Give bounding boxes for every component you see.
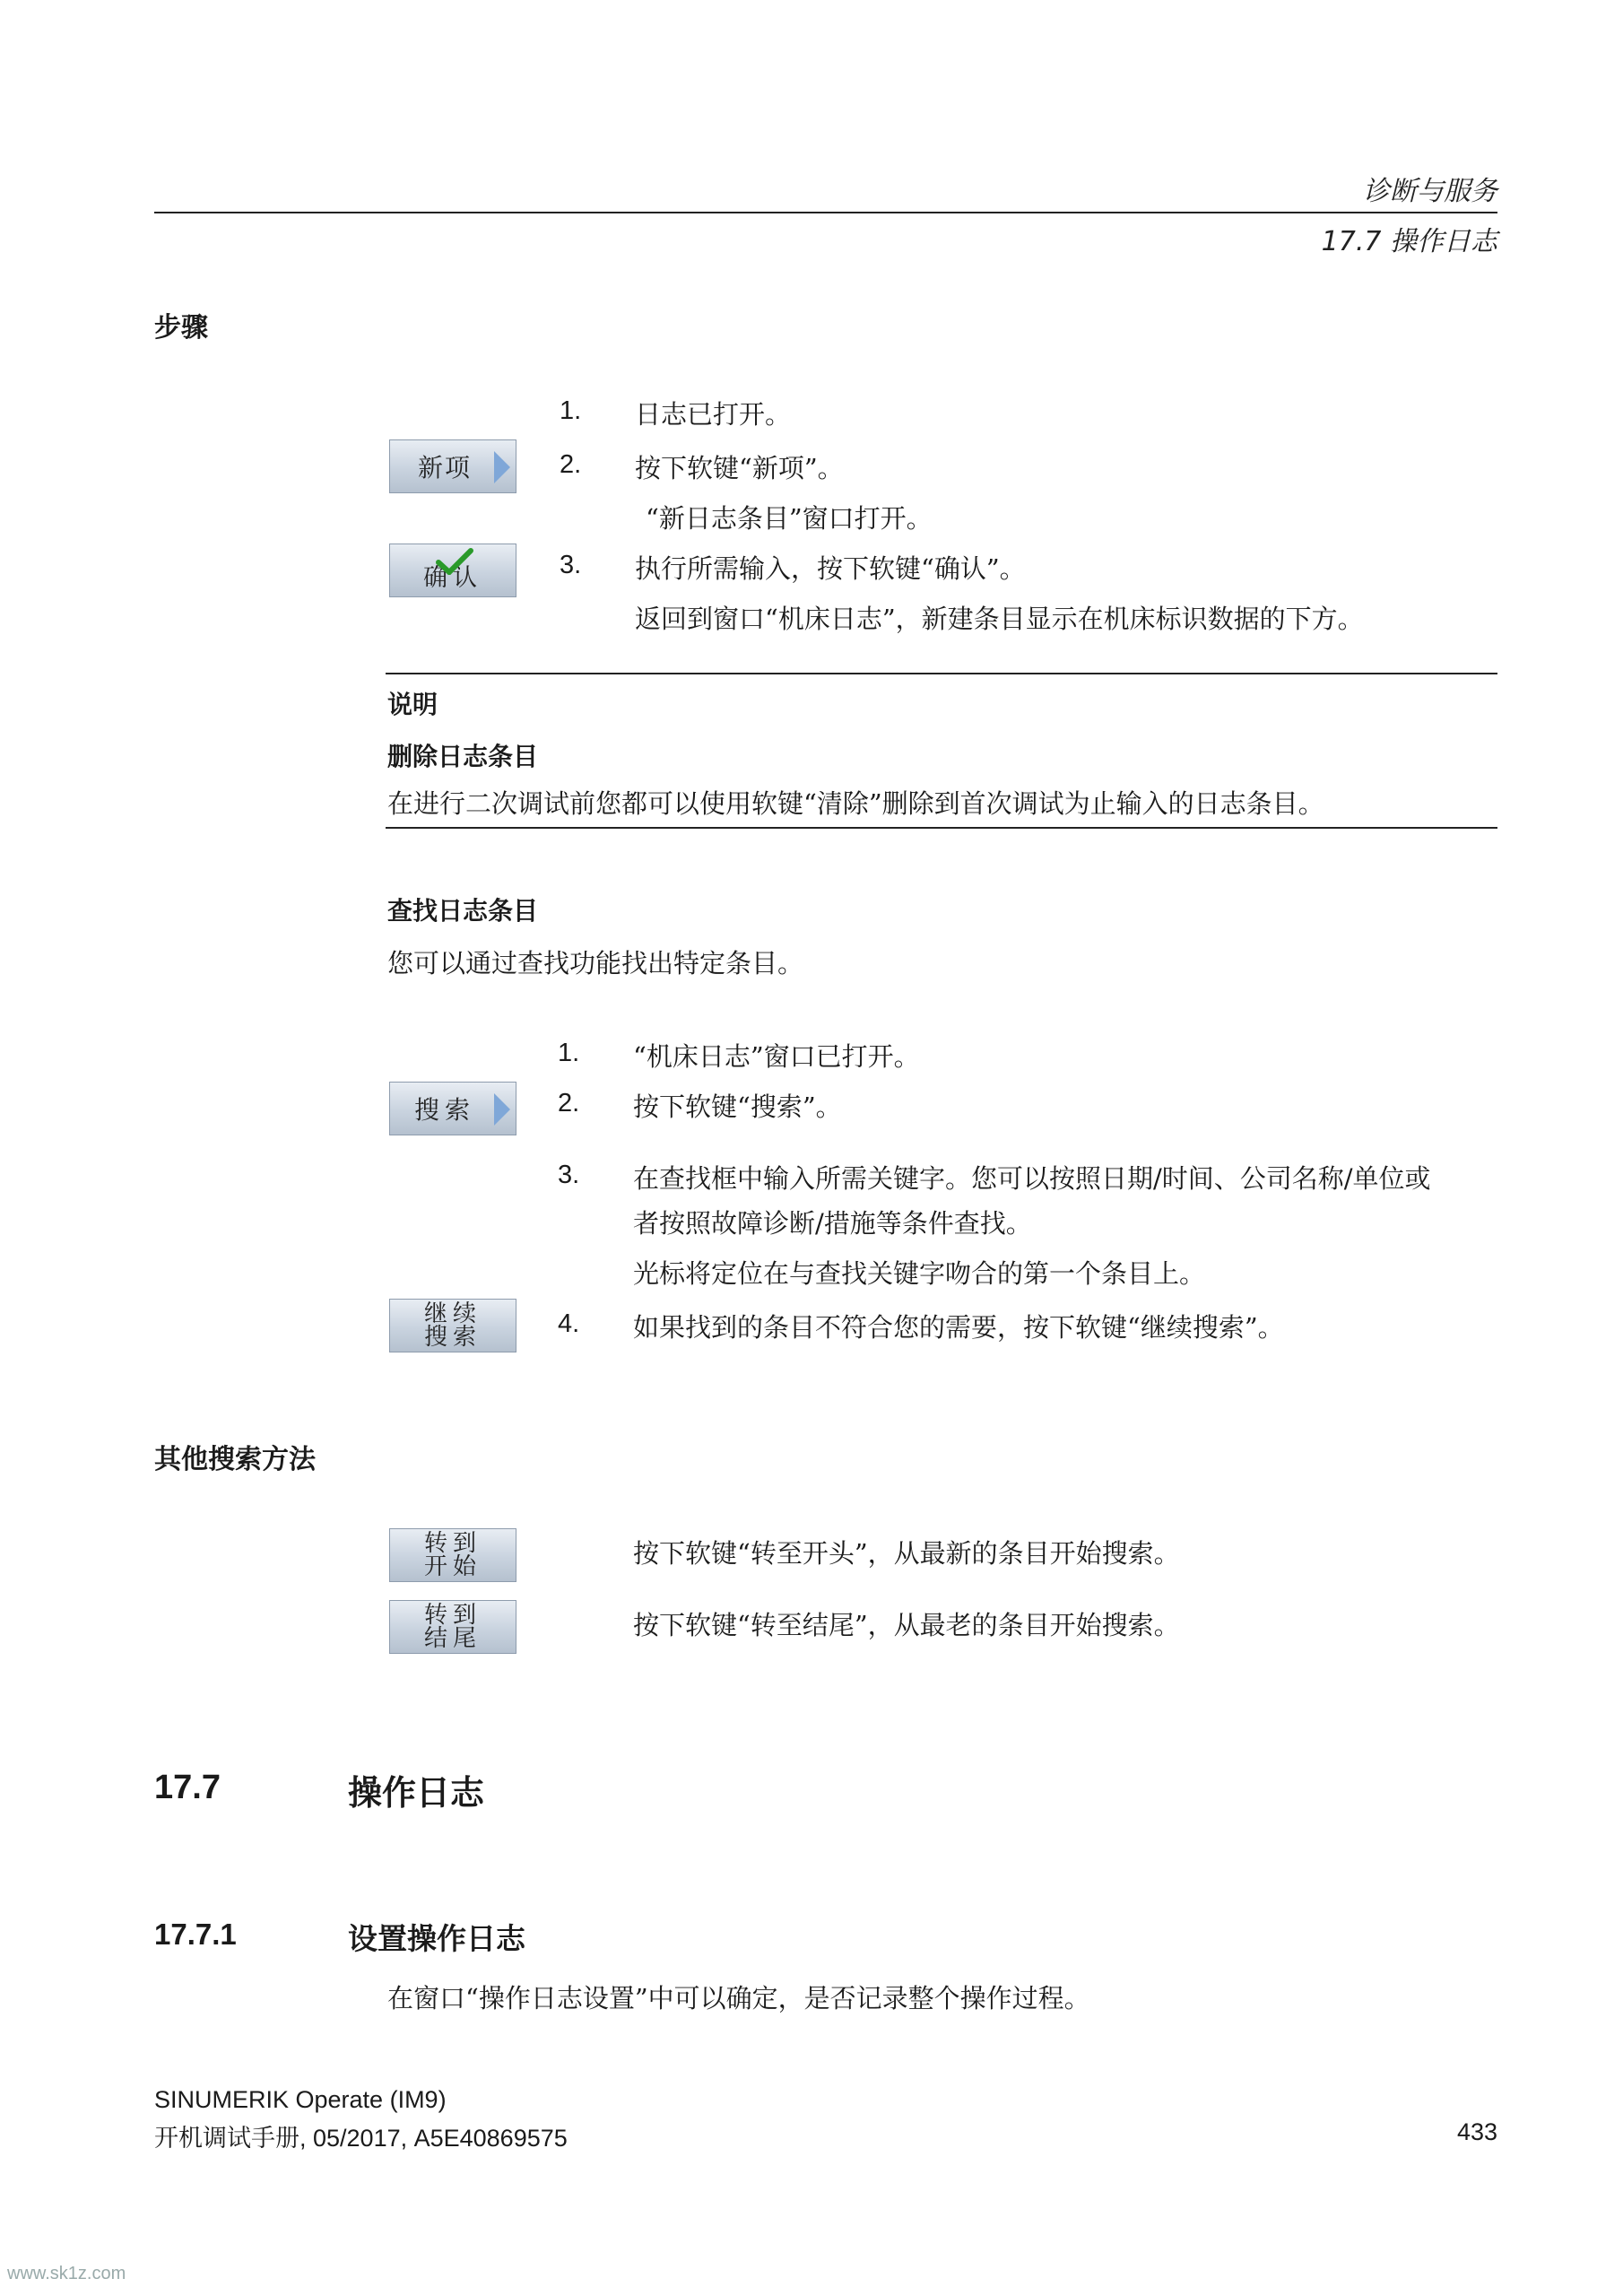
softkey-search[interactable] — [389, 1082, 516, 1135]
step-number: 2. — [560, 450, 582, 479]
header-section: 17.7 操作日志 — [1321, 226, 1497, 257]
section-title: 操作日志 — [348, 1773, 485, 1813]
subsection-text: 在窗口“操作日志设置”中可以确定，是否记录整个操作过程。 — [387, 1983, 1090, 2013]
step-text: 在查找框中输入所需关键字。您可以按照日期/时间、公司名称/单位或 — [633, 1163, 1431, 1194]
softkey-goto-start[interactable] — [389, 1528, 516, 1582]
note-text: 在进行二次调试前您都可以使用软键“清除”删除到首次调试为止输入的日志条目。 — [387, 788, 1324, 819]
footer-manual: 开机调试手册, 05/2017, A5E40869575 — [154, 2125, 568, 2152]
step-text: 按下软键“搜索”。 — [633, 1091, 842, 1122]
find-intro: 您可以通过查找功能找出特定条目。 — [387, 948, 804, 978]
softkey-confirm[interactable] — [389, 544, 516, 597]
step-result: 光标将定位在与查找关键字吻合的第一个条目上。 — [633, 1258, 1206, 1289]
goto-start-text: 按下软键“转至开头”，从最新的条目开始搜索。 — [633, 1538, 1180, 1569]
softkey-label-line1: 继续 — [423, 1300, 482, 1327]
step-result: 返回到窗口“机床日志”，新建条目显示在机床标识数据的下方。 — [635, 604, 1364, 634]
other-heading: 其他搜索方法 — [154, 1444, 316, 1475]
watermark: www.sk1z.com — [7, 2264, 126, 2283]
page-number: 433 — [1456, 2118, 1497, 2145]
softkey-label-line2: 开始 — [423, 1553, 482, 1580]
step-number: 1. — [560, 396, 582, 425]
goto-end-text: 按下软键“转至结尾”，从最老的条目开始搜索。 — [633, 1610, 1180, 1640]
note-bottom-rule — [386, 827, 1497, 829]
step-number: 4. — [558, 1309, 580, 1338]
softkey-new-item[interactable] — [389, 439, 516, 493]
softkey-label-line1: 转到 — [423, 1602, 482, 1629]
softkey-label-line1: 转到 — [423, 1530, 482, 1557]
step-result: “新日志条目”窗口打开。 — [646, 503, 933, 534]
checkmark-icon — [435, 548, 474, 575]
arrow-right-icon — [494, 1093, 510, 1126]
arrow-right-icon — [494, 451, 510, 483]
subsection-title: 设置操作日志 — [348, 1921, 525, 1956]
step-number: 2. — [558, 1089, 580, 1118]
note-label: 说明 — [387, 690, 438, 719]
softkey-goto-end[interactable] — [389, 1600, 516, 1654]
softkey-label-line2: 结尾 — [423, 1625, 482, 1652]
header-chapter: 诊断与服务 — [1363, 176, 1497, 207]
find-heading: 查找日志条目 — [387, 896, 539, 926]
step-number: 3. — [560, 551, 582, 579]
softkey-label: 确认 — [423, 564, 482, 592]
step-text: 如果找到的条目不符合您的需要，按下软键“继续搜索”。 — [633, 1312, 1284, 1343]
section-number: 17.7 — [154, 1769, 221, 1806]
subsection-number: 17.7.1 — [154, 1918, 237, 1951]
softkey-label-line2: 搜索 — [423, 1324, 482, 1351]
header-rule — [154, 212, 1497, 213]
step-number: 3. — [558, 1161, 580, 1189]
step-text: 按下软键“新项”。 — [635, 453, 844, 483]
step-number: 1. — [558, 1039, 580, 1067]
note-top-rule — [386, 673, 1497, 674]
softkey-continue-search[interactable] — [389, 1299, 516, 1352]
note-title: 删除日志条目 — [387, 742, 539, 771]
step-text: “机床日志”窗口已打开。 — [633, 1041, 920, 1072]
footer-product: SINUMERIK Operate (IM9) — [154, 2086, 447, 2113]
step-text-cont: 者按照故障诊断/措施等条件查找。 — [633, 1208, 1032, 1239]
step-text: 执行所需输入，按下软键“确认”。 — [635, 553, 1026, 584]
step-text: 日志已打开。 — [635, 399, 792, 430]
steps-heading: 步骤 — [154, 312, 208, 344]
softkey-label: 搜索 — [413, 1095, 475, 1125]
softkey-label: 新项 — [417, 453, 472, 483]
